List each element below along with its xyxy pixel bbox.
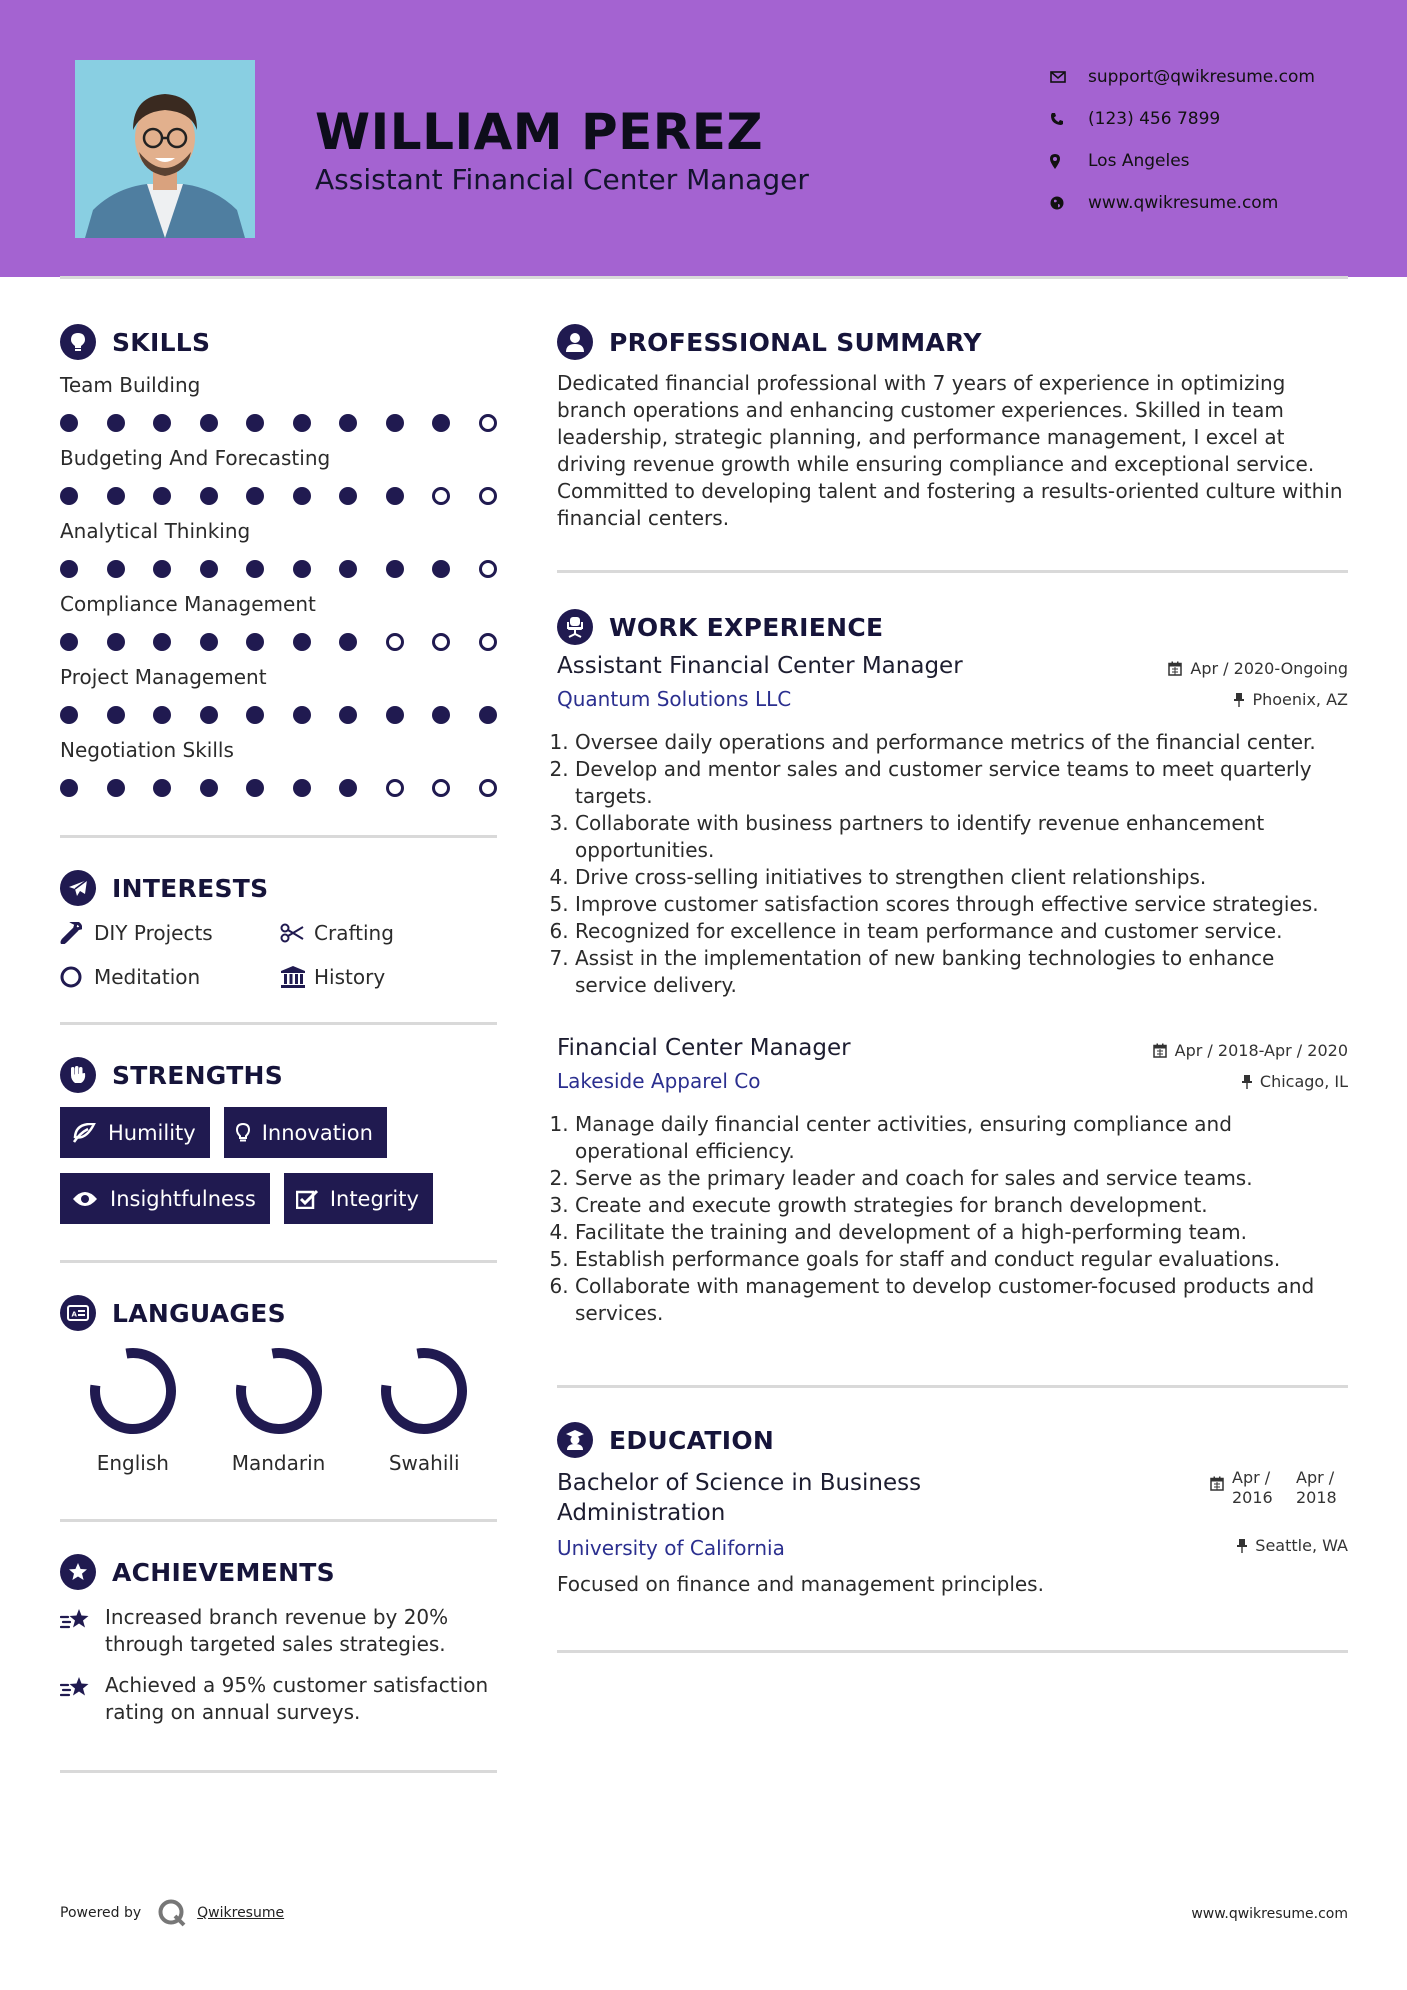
rating-dot-filled — [293, 633, 311, 651]
footer-website[interactable]: www.qwikresume.com — [1191, 1906, 1348, 1922]
language-name: Swahili — [388, 1451, 460, 1475]
duty-item: 2. Serve as the primary leader and coach for sales and service teams. — [575, 1165, 1348, 1192]
pushpin-icon — [1234, 692, 1244, 708]
skill-rating — [60, 769, 497, 806]
achievement-item — [60, 1604, 497, 1658]
duty-item: 6. Recognized for excellence in team performance and customer service. — [575, 918, 1348, 945]
rating-dot-filled — [339, 414, 357, 432]
rating-dot-filled — [293, 779, 311, 797]
rating-dot-filled — [339, 706, 357, 724]
achievement-item — [60, 1672, 497, 1726]
rating-dot-empty — [479, 779, 497, 797]
paper-plane-icon — [60, 870, 96, 906]
rating-dot-filled — [60, 779, 78, 797]
rating-dot-filled — [60, 414, 78, 432]
skills-divider — [60, 835, 497, 838]
contact-phone-text: (123) 456 7899 — [1088, 109, 1221, 129]
rating-dot-empty — [479, 560, 497, 578]
candidate-title: Assistant Financial Center Manager — [315, 163, 809, 196]
language-item — [60, 1345, 206, 1475]
skill-rating — [60, 623, 497, 660]
rating-dot-filled — [293, 560, 311, 578]
strengths-divider — [60, 1260, 497, 1263]
duty-item: 5. Improve customer satisfaction scores through effective service strategies. — [575, 891, 1348, 918]
language-progress-arc — [89, 1347, 177, 1435]
rating-dot-filled — [153, 779, 171, 797]
rating-dot-filled — [153, 706, 171, 724]
job-location: Phoenix, AZ — [1234, 690, 1348, 709]
duty-item: 1. Oversee daily operations and performance metrics of the financial center. — [575, 729, 1348, 756]
contact-location-text: Los Angeles — [1088, 151, 1190, 171]
interests-heading: INTERESTS — [60, 864, 497, 912]
duty-item: 5. Establish performance goals for staff and conduct regular evaluations. — [575, 1246, 1348, 1273]
company-name: Quantum Solutions LLC — [557, 687, 792, 711]
education-start: Apr / 2016 — [1232, 1468, 1273, 1507]
calendar-icon — [1168, 661, 1182, 676]
rating-dot-filled — [386, 487, 404, 505]
graduate-icon — [557, 1422, 593, 1458]
candidate-name: WILLIAM PEREZ — [315, 103, 764, 161]
pushpin-icon — [1237, 1538, 1247, 1554]
rating-dot-empty — [432, 633, 450, 651]
rating-dot-filled — [153, 560, 171, 578]
experience-heading: WORK EXPERIENCE — [557, 603, 1348, 651]
summary-text: Dedicated financial professional with 7 years of experience in optimizing branch operations and enhancing customer experiences. Skilled in team leadership, strategic planning, and performance management, I excel at driving revenue growth while ensuring compliance and exceptional service. Committed to developing talent and fostering a results-oriented culture within financial centers. — [557, 371, 1343, 530]
skill-item — [60, 441, 497, 514]
rating-dot-filled — [386, 560, 404, 578]
duty-item: 1. Manage daily financial center activities, ensuring compliance and operational efficiency. — [575, 1111, 1348, 1165]
rating-dot-filled — [60, 560, 78, 578]
rating-dot-filled — [107, 414, 125, 432]
rating-dot-filled — [107, 706, 125, 724]
job-dates: Apr / 2018-Apr / 2020 — [1153, 1041, 1348, 1060]
contact-website-text: www.qwikresume.com — [1088, 193, 1279, 213]
contact-email[interactable] — [1050, 56, 1315, 98]
rating-dot-empty — [432, 779, 450, 797]
qwikresume-logo-icon — [157, 1898, 187, 1928]
contact-location — [1050, 140, 1315, 182]
profile-photo — [75, 60, 255, 238]
rating-dot-filled — [246, 560, 264, 578]
rating-dot-filled — [246, 706, 264, 724]
footer-powered-by: Powered by Qwikresume — [60, 1898, 284, 1928]
skill-rating — [60, 696, 497, 733]
education-dates — [1210, 1468, 1348, 1508]
header-banner — [0, 0, 1407, 277]
interests-list — [60, 918, 497, 992]
footer-brand-link[interactable]: Qwikresume — [197, 1905, 285, 1921]
skill-item — [60, 660, 497, 733]
lightbulb-icon — [236, 1123, 250, 1143]
interests-divider — [60, 1022, 497, 1025]
map-pin-icon — [1050, 154, 1088, 169]
skill-name: Negotiation Skills — [60, 738, 234, 762]
rating-dot-filled — [200, 706, 218, 724]
strengths-list — [60, 1107, 497, 1224]
rating-dot-filled — [386, 706, 404, 724]
interest-item: DIY Projects — [60, 918, 280, 948]
checkbox-icon — [296, 1189, 318, 1209]
rating-dot-filled — [200, 487, 218, 505]
duty-item: 3. Create and execute growth strategies for branch development. — [575, 1192, 1348, 1219]
skill-item — [60, 733, 497, 806]
achievement-text: Achieved a 95% customer satisfaction rating on annual surveys. — [105, 1673, 489, 1724]
skill-item — [60, 514, 497, 587]
job-title: Financial Center Manager — [557, 1035, 851, 1061]
rating-dot-filled — [339, 560, 357, 578]
rating-dot-filled — [339, 487, 357, 505]
company-name: Lakeside Apparel Co — [557, 1069, 761, 1093]
rating-dot-filled — [107, 487, 125, 505]
museum-icon — [280, 965, 314, 989]
office-chair-icon — [557, 609, 593, 645]
rating-dot-filled — [200, 560, 218, 578]
rating-dot-filled — [153, 633, 171, 651]
circle-icon — [60, 966, 94, 988]
rating-dot-filled — [60, 487, 78, 505]
job-entry — [557, 653, 1348, 999]
skill-rating — [60, 550, 497, 587]
interest-item: Meditation — [60, 962, 280, 992]
rating-dot-filled — [293, 706, 311, 724]
id-card-icon — [60, 1295, 96, 1331]
education-entry — [557, 1468, 1348, 1596]
rating-dot-filled — [60, 633, 78, 651]
skill-rating — [60, 404, 497, 441]
rating-dot-filled — [293, 487, 311, 505]
rating-dot-filled — [107, 633, 125, 651]
job-entry — [557, 1035, 1348, 1327]
languages-divider — [60, 1519, 497, 1522]
contact-website[interactable] — [1050, 182, 1315, 224]
summary-heading: PROFESSIONAL SUMMARY — [557, 318, 1348, 366]
phone-icon — [1050, 112, 1088, 126]
degree-title: Bachelor of Science in Business Administration — [557, 1470, 922, 1526]
job-duties — [557, 1111, 1348, 1327]
education-heading: EDUCATION — [557, 1416, 1348, 1464]
leaf-icon — [72, 1123, 96, 1143]
user-icon — [557, 324, 593, 360]
eye-icon — [72, 1191, 98, 1207]
shooting-star-icon — [60, 1672, 105, 1704]
skill-name: Team Building — [60, 373, 201, 397]
rating-dot-filled — [339, 779, 357, 797]
rating-dot-empty — [479, 414, 497, 432]
contact-phone[interactable] — [1050, 98, 1315, 140]
skill-item — [60, 368, 497, 441]
language-progress-ring — [233, 1345, 325, 1437]
language-progress-arc — [234, 1347, 322, 1435]
strength-chip: Insightfulness — [60, 1173, 270, 1224]
duty-item: 7. Assist in the implementation of new banking technologies to enhance service delivery. — [575, 945, 1348, 999]
duty-item: 3. Collaborate with business partners to identify revenue enhancement opportunities. — [575, 810, 1348, 864]
job-location: Chicago, IL — [1242, 1072, 1348, 1091]
header-divider — [60, 276, 1348, 279]
language-name: English — [96, 1451, 169, 1475]
summary-divider — [557, 570, 1348, 573]
rating-dot-filled — [432, 414, 450, 432]
rating-dot-filled — [246, 487, 264, 505]
achievements-list — [60, 1604, 497, 1726]
left-column — [60, 318, 497, 1773]
contact-list — [1050, 56, 1315, 224]
scissors-icon — [280, 923, 314, 943]
rating-dot-empty — [432, 487, 450, 505]
skill-name: Compliance Management — [60, 592, 316, 616]
languages-list — [60, 1345, 497, 1475]
language-item — [351, 1345, 497, 1475]
interest-item: Crafting — [280, 918, 490, 948]
shooting-star-icon — [60, 1604, 105, 1636]
language-item — [206, 1345, 352, 1475]
job-dates: Apr / 2020-Ongoing — [1168, 659, 1348, 678]
job-title: Assistant Financial Center Manager — [557, 653, 963, 679]
lightbulb-icon — [60, 324, 96, 360]
rating-dot-filled — [200, 633, 218, 651]
duty-item: 4. Drive cross-selling initiatives to strengthen client relationships. — [575, 864, 1348, 891]
achievements-divider — [60, 1770, 497, 1773]
interest-item: History — [280, 962, 490, 992]
experience-divider — [557, 1385, 1348, 1388]
strengths-heading: STRENGTHS — [60, 1051, 497, 1099]
duty-item: 2. Develop and mentor sales and customer service teams to meet quarterly targets. — [575, 756, 1348, 810]
skill-name: Budgeting And Forecasting — [60, 446, 331, 470]
education-end: Apr / 2018 — [1296, 1468, 1337, 1507]
rating-dot-filled — [246, 414, 264, 432]
rating-dot-filled — [246, 779, 264, 797]
language-progress-arc — [380, 1347, 468, 1435]
school-name: University of California — [557, 1536, 785, 1560]
job-duties — [557, 729, 1348, 999]
rating-dot-filled — [200, 779, 218, 797]
rating-dot-filled — [153, 414, 171, 432]
globe-icon — [1050, 196, 1088, 210]
fist-icon — [60, 1057, 96, 1093]
skill-name: Project Management — [60, 665, 267, 689]
contact-email-text: support@qwikresume.com — [1088, 67, 1315, 87]
language-progress-ring — [87, 1345, 179, 1437]
rating-dot-filled — [432, 560, 450, 578]
rating-dot-filled — [386, 414, 404, 432]
envelope-icon — [1050, 71, 1088, 83]
rating-dot-filled — [107, 779, 125, 797]
experience-list — [557, 653, 1348, 1327]
language-progress-ring — [378, 1345, 470, 1437]
strength-chip: Integrity — [284, 1173, 433, 1224]
language-name: Mandarin — [231, 1451, 326, 1475]
rating-dot-empty — [479, 487, 497, 505]
rating-dot-filled — [153, 487, 171, 505]
rating-dot-filled — [479, 706, 497, 724]
skill-item — [60, 587, 497, 660]
skills-list — [60, 368, 497, 806]
wrench-icon — [60, 922, 94, 944]
skill-name: Analytical Thinking — [60, 519, 251, 543]
strength-chip: Humility — [60, 1107, 210, 1158]
rating-dot-filled — [246, 633, 264, 651]
duty-item: 4. Facilitate the training and development of a high-performing team. — [575, 1219, 1348, 1246]
calendar-icon — [1153, 1043, 1167, 1058]
rating-dot-filled — [200, 414, 218, 432]
education-description: Focused on finance and management principles. — [557, 1572, 1044, 1596]
rating-dot-filled — [293, 414, 311, 432]
skill-rating — [60, 477, 497, 514]
rating-dot-empty — [386, 633, 404, 651]
achievements-heading: ACHIEVEMENTS — [60, 1548, 497, 1596]
rating-dot-empty — [386, 779, 404, 797]
duty-item: 6. Collaborate with management to develop customer-focused products and services. — [575, 1273, 1348, 1327]
star-badge-icon — [60, 1554, 96, 1590]
rating-dot-filled — [432, 706, 450, 724]
rating-dot-filled — [60, 706, 78, 724]
strength-chip: Innovation — [224, 1107, 387, 1158]
education-divider — [557, 1650, 1348, 1653]
svg-text:A: A — [71, 1310, 77, 1319]
rating-dot-empty — [479, 633, 497, 651]
rating-dot-filled — [339, 633, 357, 651]
rating-dot-filled — [107, 560, 125, 578]
skills-heading: SKILLS — [60, 318, 497, 366]
calendar-icon — [1210, 1476, 1224, 1496]
languages-heading: A LANGUAGES — [60, 1289, 497, 1337]
right-column — [557, 318, 1348, 1653]
achievement-text: Increased branch revenue by 20% through targeted sales strategies. — [105, 1605, 449, 1656]
pushpin-icon — [1242, 1074, 1252, 1090]
education-location: Seattle, WA — [1237, 1536, 1348, 1555]
